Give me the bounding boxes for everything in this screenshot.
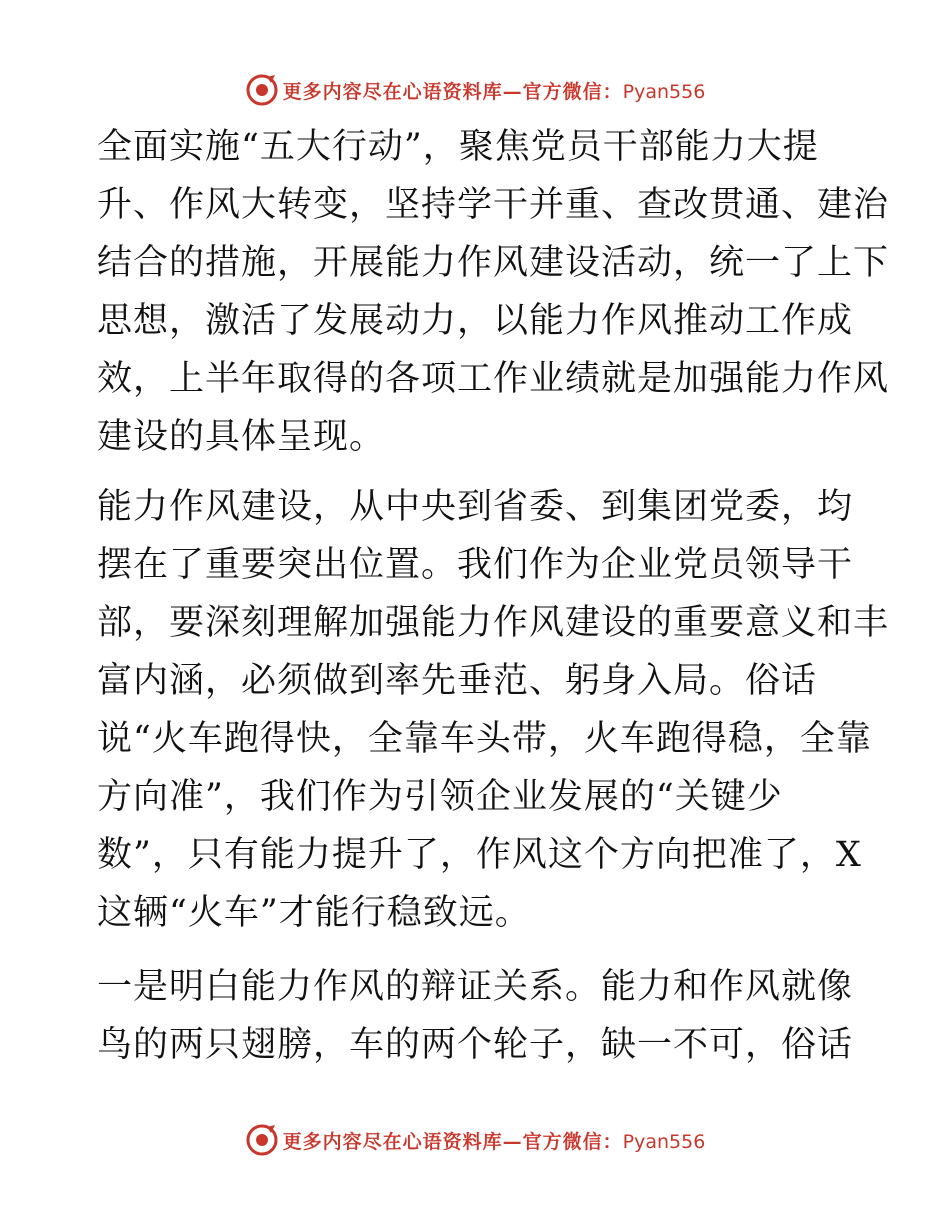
footer-watermark: [0, 1120, 950, 1160]
text-line: 结合的措施，开展能力作风建设活动，统一了上下: [97, 243, 890, 283]
watermark-text: 更多内容尽在心语资料库—官方微信：Pyan556: [282, 80, 706, 103]
watermark-logo-icon: [245, 73, 279, 107]
text-line: 升、作风大转变，坚持学干并重、查改贯通、建治: [97, 185, 890, 225]
watermark-logo-icon: [245, 1123, 279, 1157]
paragraph-2: [97, 478, 890, 942]
text-line: 能力作风建设，从中央到省委、到集团党委，均: [97, 487, 854, 527]
watermark-id: Pyan556: [622, 80, 706, 103]
text-line: 这辆“火车”才能行稳致远。: [97, 893, 531, 933]
paragraph-1: [97, 118, 890, 466]
text-line: 思想，激活了发展动力，以能力作风推动工作成: [97, 301, 854, 341]
text-line: 全面实施“五大行动”，聚焦党员干部能力大提: [97, 127, 819, 167]
text-line: 富内涵，必须做到率先垂范、躬身入局。俗话: [97, 661, 818, 701]
text-line: 效，上半年取得的各项工作业绩就是加强能力作风: [97, 359, 890, 399]
header-watermark: [0, 70, 950, 110]
text-line: 摆在了重要突出位置。我们作为企业党员领导干: [97, 545, 854, 585]
text-line: 说“火车跑得快，全靠车头带，火车跑得稳，全靠: [97, 719, 872, 759]
text-line: 鸟的两只翅膀，车的两个轮子，缺一不可，俗话: [97, 1025, 854, 1065]
watermark-id: Pyan556: [622, 1130, 706, 1153]
text-line: 数”，只有能力提升了，作风这个方向把准了，X: [97, 835, 862, 875]
watermark-text: 更多内容尽在心语资料库—官方微信：Pyan556: [282, 1130, 706, 1153]
text-line: 方向准”，我们作为引领企业发展的“关键少: [97, 777, 783, 817]
paragraph-3: [97, 958, 857, 1074]
text-line: 建设的具体呈现。: [97, 417, 386, 457]
text-line: 部，要深刻理解加强能力作风建设的重要意义和丰: [97, 603, 890, 643]
document-body: [97, 118, 890, 1074]
text-line: 一是明白能力作风的辩证关系。能力和作风就像: [97, 967, 854, 1007]
